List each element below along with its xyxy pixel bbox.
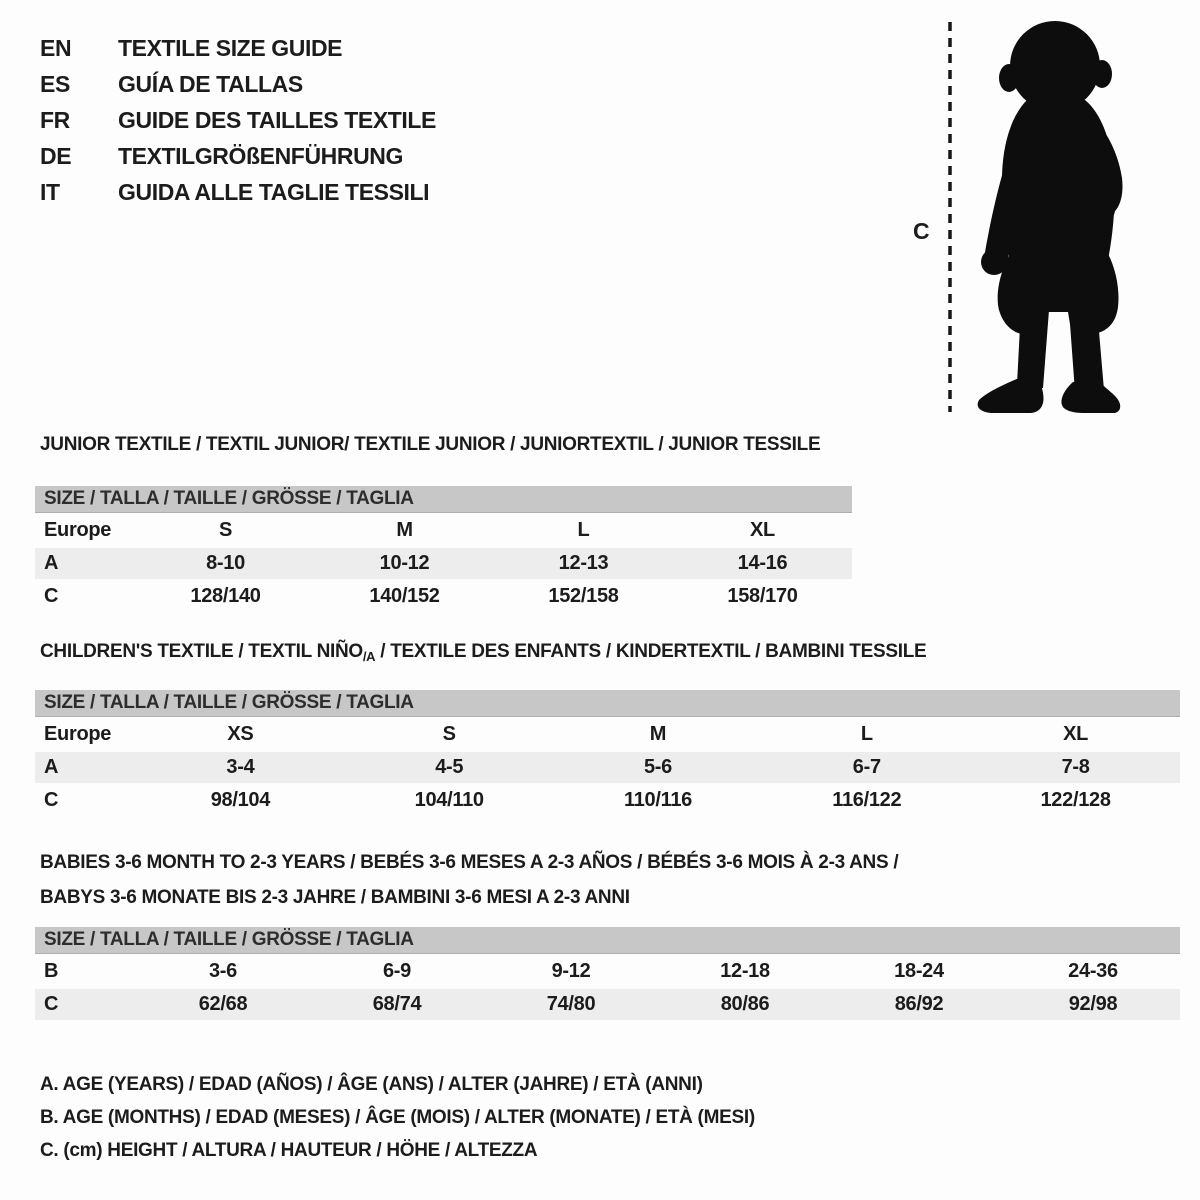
table-row-age: [35, 548, 852, 579]
cell: L: [577, 519, 590, 541]
cell: S: [442, 723, 456, 745]
cell: XL: [1063, 723, 1089, 745]
cell: 3-4: [226, 756, 255, 778]
children-title-post: / TEXTILE DES ENFANTS / KINDERTEXTIL / BAMBINI TESSILE: [375, 641, 927, 662]
lang-row-fr: [40, 102, 436, 138]
lang-row-en: [40, 30, 436, 66]
lang-title: TEXTILGRÖßENFÜHRUNG: [118, 142, 403, 169]
lang-title: GUÍA DE TALLAS: [118, 70, 303, 97]
cell: 7-8: [1061, 756, 1090, 778]
cell: 14-16: [737, 552, 788, 574]
legend-line-a: A. AGE (YEARS) / EDAD (AÑOS) / ÂGE (ANS) / ALTER (JAHRE) / ETÀ (ANNI): [40, 1074, 703, 1095]
toddler-silhouette: [978, 21, 1123, 413]
cell: 140/152: [369, 585, 440, 607]
size-header-bar: [35, 927, 1180, 954]
children-title-pre: CHILDREN'S TEXTILE / TEXTIL NIÑO: [40, 641, 363, 662]
table-row-months: [35, 956, 1180, 987]
cell: 74/80: [546, 993, 596, 1015]
cell: XS: [227, 723, 254, 745]
lang-code: IT: [40, 178, 60, 205]
row-label: C: [44, 585, 59, 607]
size-header-label: SIZE / TALLA / TAILLE / GRÖSSE / TAGLIA: [44, 692, 414, 713]
cell: 10-12: [379, 552, 430, 574]
legend: [40, 1068, 755, 1167]
size-header-bar: [35, 690, 1180, 717]
lang-code: FR: [40, 106, 70, 133]
cell: 116/122: [832, 789, 902, 811]
babies-title-line1: BABIES 3-6 MONTH TO 2-3 YEARS / BEBÉS 3-6 MESES A 2-3 AÑOS / BÉBÉS 3-6 MOIS À 2-3 ANS /: [40, 852, 899, 873]
legend-line-c: C. (cm) HEIGHT / ALTURA / HAUTEUR / HÖHE / ALTEZZA: [40, 1140, 538, 1161]
cell: M: [649, 723, 667, 745]
cell: L: [860, 723, 873, 745]
cell: 12-18: [720, 960, 770, 982]
junior-section-title: JUNIOR TEXTILE / TEXTIL JUNIOR/ TEXTILE JUNIOR / JUNIORTEXTIL / JUNIOR TESSILE: [40, 434, 821, 455]
cell: 5-6: [643, 756, 672, 778]
cell: 6-9: [382, 960, 411, 982]
cell: M: [396, 519, 413, 541]
cell: 104/110: [414, 789, 484, 811]
height-figure: [895, 8, 1160, 420]
table-row-age: [35, 752, 1180, 783]
cell: 68/74: [372, 993, 422, 1015]
cell: 92/98: [1068, 993, 1118, 1015]
cell: 62/68: [198, 993, 248, 1015]
row-label: B: [44, 960, 59, 982]
cell: 86/92: [894, 993, 944, 1015]
lang-title: TEXTILE SIZE GUIDE: [118, 34, 343, 61]
row-label: A: [44, 756, 59, 778]
children-title-sub: /A: [362, 649, 376, 664]
lang-row-es: [40, 66, 436, 102]
cell: 8-10: [206, 552, 245, 574]
children-section-title: [40, 641, 926, 664]
children-size-table: [35, 690, 1180, 816]
cell: XL: [750, 519, 775, 541]
cell: 24-36: [1068, 960, 1118, 982]
size-header-bar: [35, 486, 852, 513]
junior-size-table: [35, 486, 852, 612]
cell: 12-13: [558, 552, 609, 574]
babies-size-table: [35, 927, 1180, 1020]
cell: 128/140: [190, 585, 261, 607]
cell: 80/86: [720, 993, 770, 1015]
row-label: C: [44, 993, 59, 1015]
cell: 122/128: [1040, 789, 1111, 811]
table-row-height: [35, 989, 1180, 1020]
lang-code: ES: [40, 70, 70, 97]
lang-code: EN: [40, 34, 72, 61]
lang-code: DE: [40, 142, 72, 169]
cell: 110/116: [623, 789, 692, 811]
table-row-height: [35, 785, 1180, 816]
table-row-europe: [35, 515, 852, 546]
row-label: A: [44, 552, 59, 574]
size-header-label: SIZE / TALLA / TAILLE / GRÖSSE / TAGLIA: [44, 488, 414, 509]
cell: 158/170: [727, 585, 798, 607]
cell: 98/104: [210, 789, 271, 811]
cell: 18-24: [894, 960, 944, 982]
cell: S: [218, 519, 233, 541]
size-header-label: SIZE / TALLA / TAILLE / GRÖSSE / TAGLIA: [44, 929, 414, 950]
row-label: C: [44, 789, 59, 811]
lang-title: GUIDE DES TAILLES TEXTILE: [118, 106, 436, 133]
row-label: Europe: [44, 519, 112, 541]
table-row-height: [35, 581, 852, 612]
lang-row-it: [40, 174, 436, 210]
cell: 4-5: [435, 756, 464, 778]
babies-section-title: [40, 845, 898, 915]
lang-row-de: [40, 138, 436, 174]
legend-line-b: B. AGE (MONTHS) / EDAD (MESES) / ÂGE (MOIS) / ALTER (MONATE) / ETÀ (MESI): [40, 1107, 755, 1128]
row-label: Europe: [44, 723, 112, 745]
cell: 3-6: [208, 960, 237, 982]
toddler-silhouette-graphic: [895, 8, 1160, 420]
language-title-list: [40, 30, 436, 210]
table-row-europe: [35, 719, 1180, 750]
cell: 9-12: [551, 960, 591, 982]
cell: 152/158: [548, 585, 619, 607]
cell: 6-7: [852, 756, 881, 778]
lang-title: GUIDA ALLE TAGLIE TESSILI: [118, 178, 430, 205]
height-measure-label: C: [913, 218, 930, 244]
babies-title-line2: BABYS 3-6 MONATE BIS 2-3 JAHRE / BAMBINI 3-6 MESI A 2-3 ANNI: [40, 887, 630, 908]
